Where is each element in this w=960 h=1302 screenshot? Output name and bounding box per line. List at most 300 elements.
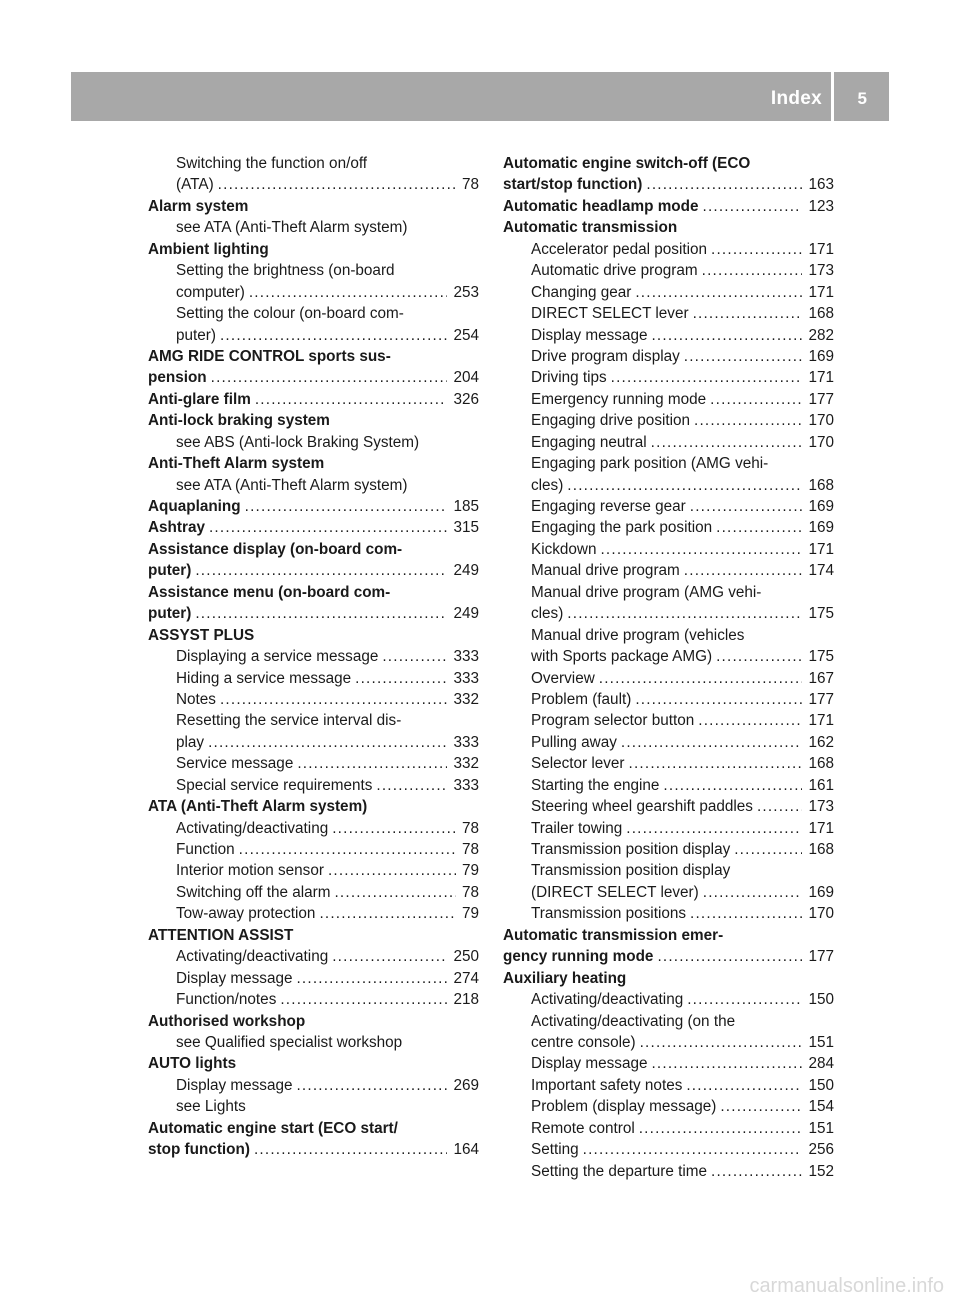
dot-leader xyxy=(716,646,802,667)
index-entry-heading xyxy=(148,582,479,603)
entry-text: Kickdown xyxy=(531,540,597,558)
index-entry xyxy=(148,153,479,174)
entry-text: Transmission position display xyxy=(531,862,731,880)
dot-leader xyxy=(626,818,802,839)
page-reference[interactable]: 333 xyxy=(453,776,479,794)
entry-text: see ATA (Anti-Theft Alarm system) xyxy=(176,219,408,237)
index-entry xyxy=(148,839,479,860)
index-entry xyxy=(503,903,834,924)
dot-leader xyxy=(567,475,802,496)
entry-text: Trailer towing xyxy=(531,819,623,837)
dot-leader xyxy=(211,367,448,388)
entry-text: see Qualified specialist workshop xyxy=(176,1033,403,1051)
index-entry xyxy=(503,710,834,731)
index-entry xyxy=(503,1096,834,1117)
dot-leader xyxy=(720,1096,802,1117)
index-entry xyxy=(503,1075,834,1096)
dot-leader xyxy=(639,1118,803,1139)
index-entry-heading xyxy=(148,539,479,560)
page-reference[interactable]: 151 xyxy=(808,1033,834,1051)
page-reference[interactable]: 79 xyxy=(461,862,479,880)
dot-leader xyxy=(640,1032,803,1053)
index-entry-heading xyxy=(148,1118,479,1139)
index-entry xyxy=(148,775,479,796)
entry-text: stop function) xyxy=(148,1141,250,1159)
entry-text: Overview xyxy=(531,669,595,687)
page-reference[interactable]: 168 xyxy=(808,476,834,494)
dot-leader xyxy=(703,196,803,217)
index-entry-heading xyxy=(503,153,834,174)
entry-text: Manual drive program xyxy=(531,562,680,580)
page-reference[interactable]: 250 xyxy=(453,948,479,966)
index-column-left xyxy=(148,153,479,1161)
index-entry xyxy=(503,796,834,817)
index-entry-heading xyxy=(503,968,834,989)
page-reference[interactable]: 171 xyxy=(808,712,834,730)
index-entry xyxy=(503,346,834,367)
entry-text: AMG RIDE CONTROL sports sus- xyxy=(148,347,391,365)
page-reference[interactable]: 177 xyxy=(808,390,834,408)
entry-text: Anti-Theft Alarm system xyxy=(148,455,325,473)
entry-text: Display message xyxy=(176,1076,293,1094)
dot-leader xyxy=(376,775,447,796)
page-reference[interactable]: 163 xyxy=(808,176,834,194)
entry-text: see Lights xyxy=(176,1098,246,1116)
index-entry xyxy=(148,260,479,281)
page-reference[interactable]: 282 xyxy=(808,326,834,344)
page-reference[interactable]: 169 xyxy=(808,347,834,365)
index-entry-heading xyxy=(148,389,479,410)
index-entry-heading xyxy=(148,346,479,367)
page-reference[interactable]: 254 xyxy=(453,326,479,344)
index-entry xyxy=(503,989,834,1010)
dot-leader xyxy=(694,410,802,431)
entry-text: Important safety notes xyxy=(531,1076,683,1094)
page-reference[interactable]: 218 xyxy=(453,991,479,1009)
index-entry-heading xyxy=(148,196,479,217)
entry-text: Notes xyxy=(176,690,216,708)
entry-text: ATA (Anti-Theft Alarm system) xyxy=(148,798,368,816)
index-entry xyxy=(503,753,834,774)
page-reference[interactable]: 333 xyxy=(453,669,479,687)
index-column-right xyxy=(503,153,834,1182)
index-entry xyxy=(148,882,479,903)
entry-text: Special service requirements xyxy=(176,776,373,794)
index-entry xyxy=(148,475,479,496)
entry-text: puter) xyxy=(148,605,192,623)
dot-leader xyxy=(646,174,802,195)
page-reference[interactable]: 170 xyxy=(808,905,834,923)
page-reference[interactable]: 169 xyxy=(808,883,834,901)
entry-text: ASSYST PLUS xyxy=(148,626,255,644)
index-entry xyxy=(503,1011,834,1032)
page-reference[interactable]: 168 xyxy=(808,755,834,773)
dot-leader xyxy=(684,346,803,367)
dot-leader xyxy=(657,946,802,967)
index-entry xyxy=(503,282,834,303)
header-bar xyxy=(71,72,889,121)
page-reference[interactable]: 150 xyxy=(808,991,834,1009)
entry-text: Engaging neutral xyxy=(531,433,647,451)
index-entry xyxy=(148,646,479,667)
index-entry xyxy=(148,217,479,238)
dot-leader xyxy=(355,668,447,689)
page-reference[interactable]: 333 xyxy=(453,733,479,751)
dot-leader xyxy=(686,1075,802,1096)
index-entry xyxy=(148,282,479,303)
entry-text: Program selector button xyxy=(531,712,695,730)
page-reference[interactable]: 171 xyxy=(808,240,834,258)
index-entry xyxy=(503,625,834,646)
page-reference[interactable]: 177 xyxy=(808,690,834,708)
entry-text: Transmission positions xyxy=(531,905,687,923)
page-reference[interactable]: 315 xyxy=(453,519,479,537)
page-reference[interactable]: 78 xyxy=(461,176,479,194)
entry-text: play xyxy=(176,733,205,751)
index-entry-heading xyxy=(148,603,479,624)
index-entry-heading xyxy=(503,196,834,217)
page-reference[interactable]: 164 xyxy=(453,1141,479,1159)
index-entry xyxy=(148,432,479,453)
entry-text: Switching the function on/off xyxy=(176,155,368,172)
page-reference[interactable]: 151 xyxy=(808,1119,834,1137)
entry-text: DIRECT SELECT lever xyxy=(531,305,689,323)
dot-leader xyxy=(249,282,448,303)
entry-text: Tow-away protection xyxy=(176,905,316,923)
dot-leader xyxy=(757,796,803,817)
page-reference[interactable]: 174 xyxy=(808,562,834,580)
header-divider xyxy=(831,72,834,121)
index-entry xyxy=(503,303,834,324)
entry-text: Starting the engine xyxy=(531,776,660,794)
entry-text: Automatic headlamp mode xyxy=(503,197,699,215)
index-entry xyxy=(148,710,479,731)
entry-text: Driving tips xyxy=(531,369,607,387)
entry-text: Manual drive program (vehicles xyxy=(531,626,745,644)
dot-leader xyxy=(663,775,802,796)
dot-leader xyxy=(195,603,447,624)
page-reference[interactable]: 150 xyxy=(808,1076,834,1094)
page-reference[interactable]: 185 xyxy=(453,498,479,515)
entry-text: (DIRECT SELECT lever) xyxy=(531,883,699,901)
page-reference[interactable]: 171 xyxy=(808,540,834,558)
entry-text: puter) xyxy=(148,562,192,580)
dot-leader xyxy=(651,432,803,453)
page-reference[interactable]: 123 xyxy=(808,197,834,215)
entry-text: Resetting the service interval dis- xyxy=(176,712,402,730)
page-reference[interactable]: 168 xyxy=(808,841,834,858)
dot-leader xyxy=(567,603,802,624)
index-entry-heading xyxy=(148,925,479,946)
index-entry xyxy=(148,303,479,324)
page-reference[interactable]: 78 xyxy=(461,819,479,837)
entry-text: see ATA (Anti-Theft Alarm system) xyxy=(176,476,408,494)
index-entry xyxy=(148,325,479,346)
entry-text: with Sports package AMG) xyxy=(531,648,713,666)
entry-text: Setting xyxy=(531,1141,579,1159)
index-entry-heading xyxy=(148,239,479,260)
page-reference[interactable]: 162 xyxy=(808,733,834,751)
dot-leader xyxy=(690,496,803,517)
index-entry xyxy=(503,367,834,388)
page-number: 5 xyxy=(857,89,867,108)
page-reference[interactable]: 332 xyxy=(453,690,479,708)
entry-text: Engaging the park position xyxy=(531,519,713,537)
index-entry-heading xyxy=(148,453,479,474)
entry-text: Transmission position display xyxy=(531,841,731,858)
index-entry xyxy=(503,603,834,624)
index-entry xyxy=(503,668,834,689)
entry-text: Function xyxy=(176,841,235,858)
entry-text: Function/notes xyxy=(176,991,277,1009)
entry-text: Changing gear xyxy=(531,283,632,301)
dot-leader xyxy=(599,668,803,689)
index-entry xyxy=(148,860,479,881)
entry-text: Service message xyxy=(176,755,294,773)
index-entry xyxy=(503,410,834,431)
page-reference[interactable]: 161 xyxy=(808,776,834,794)
dot-leader xyxy=(651,1053,802,1074)
dot-leader xyxy=(334,882,456,903)
page-reference[interactable]: 204 xyxy=(453,369,479,387)
index-entry xyxy=(503,1161,834,1182)
entry-text: Problem (fault) xyxy=(531,690,632,708)
dot-leader xyxy=(629,753,803,774)
index-entry xyxy=(148,903,479,924)
index-entry xyxy=(148,1096,479,1117)
dot-leader xyxy=(245,496,448,517)
index-entry xyxy=(503,260,834,281)
dot-leader xyxy=(702,260,803,281)
entry-text: Drive program display xyxy=(531,347,680,365)
dot-leader xyxy=(687,989,802,1010)
index-entry xyxy=(503,1032,834,1053)
page-reference[interactable]: 249 xyxy=(453,562,479,580)
entry-text: Accelerator pedal position xyxy=(531,240,708,258)
entry-text: (ATA) xyxy=(176,176,214,194)
dot-leader xyxy=(698,710,802,731)
page-reference[interactable]: 78 xyxy=(461,883,479,901)
dot-leader xyxy=(711,239,802,260)
page-reference[interactable]: 249 xyxy=(453,605,479,623)
index-entry xyxy=(503,732,834,753)
page-reference[interactable]: 167 xyxy=(808,669,834,687)
dot-leader xyxy=(254,1139,448,1160)
page-reference[interactable]: 171 xyxy=(808,283,834,301)
page-reference[interactable]: 169 xyxy=(808,498,834,515)
index-entry xyxy=(503,389,834,410)
entry-text: cles) xyxy=(531,605,564,623)
entry-text: Manual drive program (AMG vehi- xyxy=(531,583,762,601)
index-entry-heading xyxy=(148,1011,479,1032)
index-entry-heading xyxy=(148,1139,479,1160)
dot-leader xyxy=(693,303,803,324)
index-entry xyxy=(148,968,479,989)
dot-leader xyxy=(734,839,802,860)
index-entry-heading xyxy=(148,517,479,538)
index-entry xyxy=(148,753,479,774)
index-entry xyxy=(503,517,834,538)
section-title: Index xyxy=(770,88,822,109)
dot-leader xyxy=(280,989,447,1010)
index-entry xyxy=(148,689,479,710)
entry-text: Activating/deactivating xyxy=(176,948,329,966)
dot-leader xyxy=(710,389,802,410)
entry-text: Setting the departure time xyxy=(531,1162,708,1180)
entry-text: Steering wheel gearshift paddles xyxy=(531,798,753,816)
dot-leader xyxy=(297,753,447,774)
page-reference[interactable]: 177 xyxy=(808,948,834,966)
index-entry xyxy=(148,818,479,839)
index-entry-heading xyxy=(148,796,479,817)
index-entry xyxy=(503,818,834,839)
entry-text: Setting the brightness (on-board xyxy=(176,262,395,280)
page-reference[interactable]: 284 xyxy=(808,1055,834,1073)
entry-text: Automatic drive program xyxy=(531,262,698,280)
entry-text: Activating/deactivating (on the xyxy=(531,1012,736,1030)
index-entry xyxy=(503,689,834,710)
index-entry-heading xyxy=(503,217,834,238)
entry-text: cles) xyxy=(531,476,564,494)
entry-text: centre console) xyxy=(531,1033,636,1051)
index-entry xyxy=(503,475,834,496)
dot-leader xyxy=(332,946,447,967)
entry-text: pension xyxy=(148,369,207,387)
index-entry xyxy=(503,453,834,474)
dot-leader xyxy=(703,882,803,903)
index-entry xyxy=(148,989,479,1010)
index-entry xyxy=(503,860,834,881)
dot-leader xyxy=(684,560,803,581)
entry-text: Switching off the alarm xyxy=(176,883,331,901)
page-reference[interactable]: 326 xyxy=(453,390,479,408)
page-reference[interactable]: 333 xyxy=(453,648,479,666)
entry-text: Automatic engine start (ECO start/ xyxy=(148,1119,398,1137)
entry-text: Automatic engine switch-off (ECO xyxy=(503,155,751,172)
dot-leader xyxy=(209,517,448,538)
entry-text: Remote control xyxy=(531,1119,635,1137)
dot-leader xyxy=(208,732,447,753)
page-reference[interactable]: 171 xyxy=(808,369,834,387)
index-entry xyxy=(503,775,834,796)
page-reference[interactable]: 173 xyxy=(808,798,834,816)
entry-text: gency running mode xyxy=(503,948,654,966)
page-reference[interactable]: 175 xyxy=(808,648,834,666)
page-reference[interactable]: 154 xyxy=(808,1098,834,1116)
entry-text: see ABS (Anti-lock Braking System) xyxy=(176,433,420,451)
entry-text: Display message xyxy=(531,326,648,344)
entry-text: ATTENTION ASSIST xyxy=(148,926,294,944)
page-reference[interactable]: 269 xyxy=(453,1076,479,1094)
index-entry xyxy=(503,646,834,667)
index-entry-heading xyxy=(148,1053,479,1074)
index-entry-heading xyxy=(503,946,834,967)
dot-leader xyxy=(218,174,456,195)
entry-text: Anti-glare film xyxy=(148,390,251,408)
dot-leader xyxy=(239,839,456,860)
page-reference[interactable]: 332 xyxy=(453,755,479,773)
index-entry xyxy=(503,432,834,453)
entry-text: Ambient lighting xyxy=(148,240,269,258)
entry-text: Problem (display message) xyxy=(531,1098,717,1116)
index-entry xyxy=(148,1032,479,1053)
entry-text: Activating/deactivating xyxy=(176,819,329,837)
page-reference[interactable]: 253 xyxy=(453,283,479,301)
dot-leader xyxy=(651,325,802,346)
page-reference[interactable]: 173 xyxy=(808,262,834,280)
page-reference[interactable]: 168 xyxy=(808,305,834,323)
index-entry xyxy=(503,582,834,603)
index-entry xyxy=(503,539,834,560)
dot-leader xyxy=(220,325,448,346)
entry-text: Displaying a service message xyxy=(176,648,379,666)
page-reference[interactable]: 274 xyxy=(453,969,479,987)
dot-leader xyxy=(635,282,802,303)
entry-text: Assistance display (on-board com- xyxy=(148,540,403,558)
entry-text: Assistance menu (on-board com- xyxy=(148,583,391,601)
entry-text: Interior motion sensor xyxy=(176,862,324,880)
index-entry xyxy=(148,174,479,195)
entry-text: Display message xyxy=(531,1055,648,1073)
dot-leader xyxy=(195,560,447,581)
index-entry xyxy=(503,560,834,581)
index-entry-heading xyxy=(148,410,479,431)
index-entry-heading xyxy=(148,560,479,581)
entry-text: Alarm system xyxy=(148,197,249,215)
entry-text: computer) xyxy=(176,283,245,301)
dot-leader xyxy=(690,903,802,924)
dot-leader xyxy=(611,367,803,388)
entry-text: Automatic transmission emer- xyxy=(503,926,724,944)
entry-text: Engaging reverse gear xyxy=(531,498,686,515)
index-entry-heading xyxy=(503,925,834,946)
dot-leader xyxy=(328,860,456,881)
index-entry xyxy=(503,1118,834,1139)
watermark: carmanualsonline.info xyxy=(749,1275,944,1297)
index-entry xyxy=(148,668,479,689)
index-entry xyxy=(503,496,834,517)
entry-text: Hiding a service message xyxy=(176,669,352,687)
entry-text: Ashtray xyxy=(148,519,205,537)
page-reference[interactable]: 78 xyxy=(461,841,479,858)
page-reference[interactable]: 171 xyxy=(808,819,834,837)
page-reference[interactable]: 169 xyxy=(808,519,834,537)
dot-leader xyxy=(296,1075,447,1096)
index-entry-heading xyxy=(503,174,834,195)
dot-leader xyxy=(220,689,448,710)
page-reference[interactable]: 152 xyxy=(808,1162,834,1180)
page-reference[interactable]: 170 xyxy=(808,412,834,430)
entry-text: Automatic transmission xyxy=(503,219,678,237)
entry-text: Auxiliary heating xyxy=(503,969,627,987)
index-entry xyxy=(503,1053,834,1074)
page-reference[interactable]: 256 xyxy=(808,1141,834,1159)
entry-text: Engaging park position (AMG vehi- xyxy=(531,455,769,473)
page-reference[interactable]: 170 xyxy=(808,433,834,451)
index-entry xyxy=(503,239,834,260)
dot-leader xyxy=(583,1139,803,1160)
entry-text: Setting the colour (on-board com- xyxy=(176,305,404,323)
entry-text: Emergency running mode xyxy=(531,390,707,408)
index-entry-heading xyxy=(148,625,479,646)
dot-leader xyxy=(382,646,447,667)
page-reference[interactable]: 79 xyxy=(461,905,479,923)
page-reference[interactable]: 175 xyxy=(808,605,834,623)
index-entry-heading xyxy=(148,496,479,517)
entry-text: start/stop function) xyxy=(503,176,643,194)
dot-leader xyxy=(716,517,802,538)
index-entry-heading xyxy=(148,367,479,388)
